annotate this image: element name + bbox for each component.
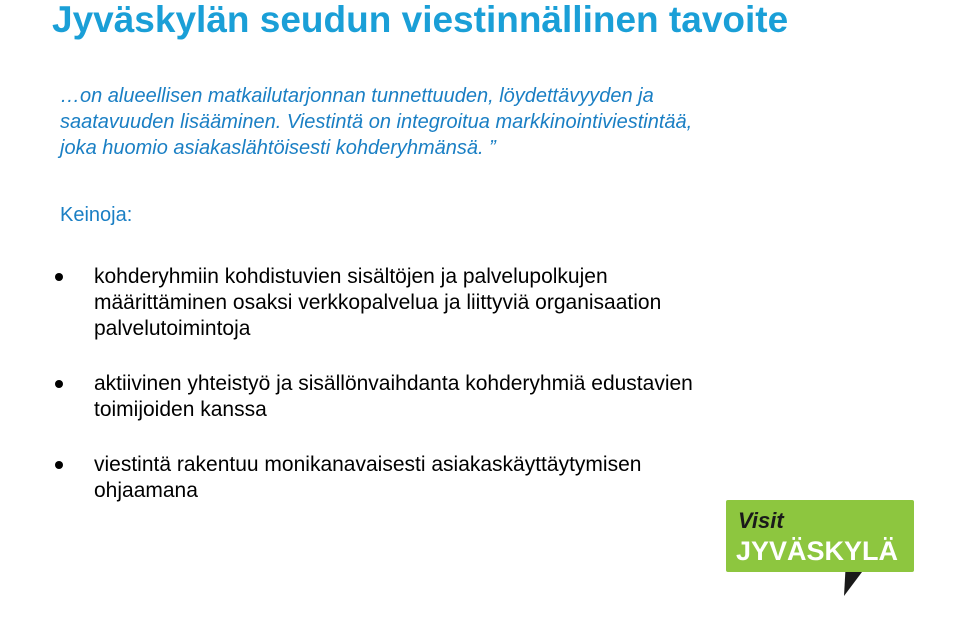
means-item-line: ohjaamana <box>94 479 198 502</box>
means-item <box>52 264 892 342</box>
means-item-line: palvelutoimintoja <box>94 317 251 340</box>
intro-line: …on alueellisen matkailutarjonnan tunnettuuden, löydettävyyden ja <box>60 85 654 107</box>
means-list <box>52 264 892 533</box>
means-item <box>52 452 892 504</box>
bullet-dot-icon <box>55 273 63 281</box>
means-item-line: aktiivinen yhteistyö ja sisällönvaihdanta kohderyhmiä edustavien <box>94 372 693 395</box>
logo-word-bottom: JYVÄSKYLÄ <box>736 536 899 566</box>
means-label: Keinoja: <box>60 204 133 226</box>
intro-quote <box>60 83 900 161</box>
visit-jyvaskyla-logo <box>726 498 916 598</box>
bullet-dot-icon <box>55 380 63 388</box>
means-item-line: toimijoiden kanssa <box>94 398 267 421</box>
means-item <box>52 371 892 423</box>
means-item-line: määrittäminen osaksi verkkopalvelua ja liittyviä organisaation <box>94 291 662 314</box>
bullet-dot-icon <box>55 461 63 469</box>
logo-word-top: Visit <box>738 508 784 533</box>
means-item-line: viestintä rakentuu monikanavaisesti asiakaskäyttäytymisen <box>94 453 642 476</box>
intro-line: saatavuuden lisääminen. Viestintä on integroitua markkinointiviestintää, <box>60 111 693 133</box>
means-item-line: kohderyhmiin kohdistuvien sisältöjen ja palvelupolkujen <box>94 265 608 288</box>
slide-title: Jyväskylän seudun viestinnällinen tavoite <box>52 0 789 40</box>
intro-line: joka huomio asiakaslähtöisesti kohderyhmänsä. ” <box>60 137 496 159</box>
